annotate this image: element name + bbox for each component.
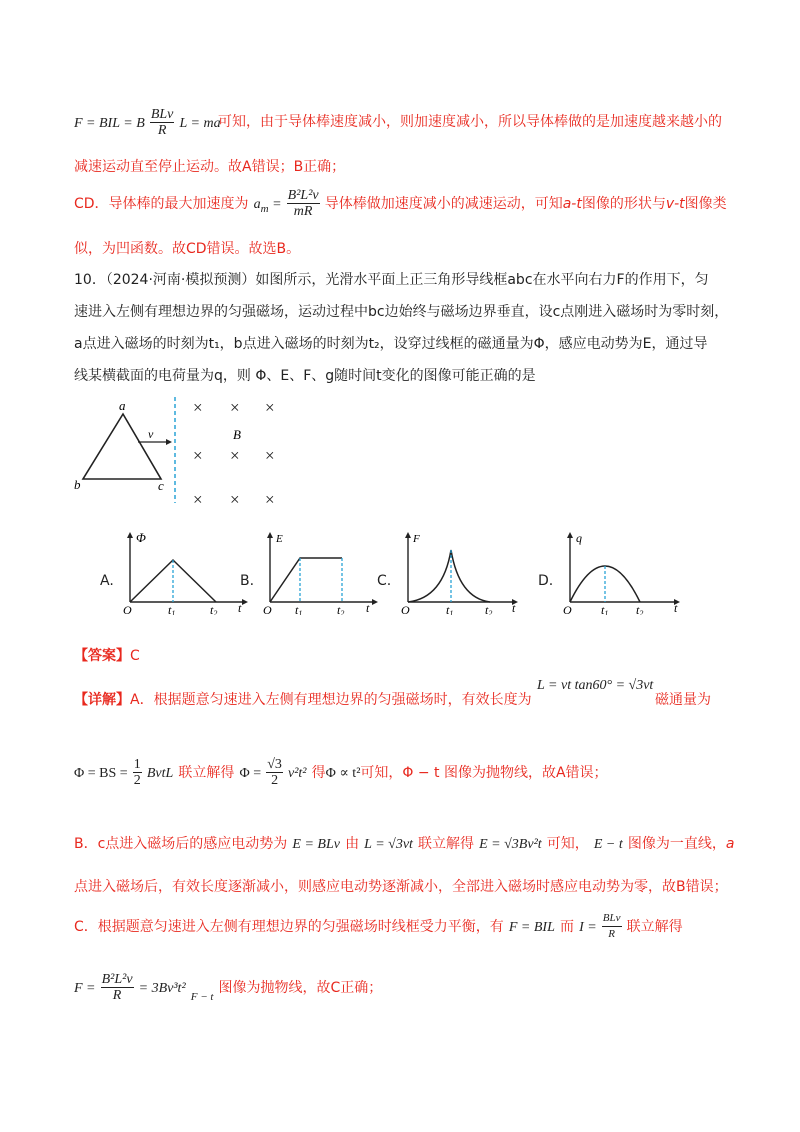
phi-eq2-lhs: Φ =	[239, 766, 262, 781]
q10-figure	[70, 395, 310, 510]
phi-eq2-frac: $\frac{√3}{2}$	[267, 757, 282, 788]
option-b-graph	[260, 530, 380, 615]
detail-c-line1	[74, 911, 683, 942]
eq-F-part: F = BIL = B	[74, 116, 145, 131]
you-text: 由	[345, 836, 360, 852]
field-cross: ×	[230, 490, 240, 509]
field-cross: ×	[230, 446, 240, 465]
origin-label: O	[263, 603, 272, 615]
detail-a-text: A．根据题意匀速进入左侧有理想边界的匀强磁场时，有效长度为	[130, 692, 532, 708]
force-eq: F = BIL	[508, 920, 555, 935]
option-b-label: B.	[240, 573, 255, 589]
flux-label: 磁通量为	[655, 692, 711, 708]
t2-label: t2	[337, 603, 345, 615]
proportional-eq: Φ ∝ t²	[325, 766, 361, 781]
vt-label: v-t	[665, 196, 685, 212]
emf-eq2: E = √3Bv²t	[479, 837, 542, 852]
vertex-c-label: c	[158, 478, 164, 493]
y-axis-arrow	[127, 532, 133, 538]
detail-b-line2: 点进入磁场后，有效长度逐渐减小，则感应电动势逐渐减小，全部进入磁场时感应电动势为零，故B错误；	[74, 879, 728, 895]
vertex-b-label: b	[74, 477, 81, 492]
field-crosses	[193, 398, 275, 509]
force2-frac: $\frac{\text{B²L²v}}{R}$	[101, 972, 133, 1003]
field-cross: ×	[230, 398, 240, 417]
q10-line1	[74, 269, 709, 289]
t-axis-label: t	[512, 601, 516, 615]
am-symbol: $a_m$ =	[253, 197, 282, 215]
curve	[408, 550, 490, 602]
x-axis-arrow	[242, 599, 248, 605]
detail-b-mid: 图像为一直线，	[627, 836, 726, 852]
q10-number: 10．	[74, 272, 106, 288]
field-cross: ×	[193, 490, 203, 509]
origin-label: O	[563, 603, 572, 615]
flux-equations	[74, 757, 608, 788]
detail-b-intro: B．c点进入磁场后的感应电动势为	[74, 836, 288, 852]
field-cross: ×	[265, 490, 275, 509]
detail-c-end: 图像为抛物线，故C正确；	[218, 980, 383, 996]
answer-label: 【答案】	[74, 648, 130, 664]
detail-label: 【详解】	[74, 692, 130, 708]
y-axis-arrow	[567, 532, 573, 538]
detail-b-line1	[74, 833, 734, 853]
eq-fraction	[150, 107, 175, 138]
field-cross: ×	[265, 398, 275, 417]
field-cross: ×	[193, 398, 203, 417]
length-eq: L = √3vt	[364, 837, 413, 852]
t1-label: t1	[601, 603, 609, 615]
lianli-3: 联立解得	[626, 919, 683, 935]
am-fraction-num: B²L²v	[287, 188, 319, 203]
at-label: a-t	[562, 196, 582, 212]
am-fraction	[287, 188, 320, 219]
sec9-line2: 减速运动直至停止运动。故A错误；B正确；	[74, 159, 346, 175]
detail-c-line2	[74, 972, 382, 1003]
sec9-line1: 可知，由于导体棒速度减小，则加速度减小，所以导体棒做的是加速度越来越小的	[218, 114, 722, 130]
phi-eq1-lhs: Φ = BS =	[74, 766, 128, 781]
et-label: E − t	[593, 837, 623, 852]
field-cross: ×	[265, 446, 275, 465]
triangle-frame	[83, 414, 161, 479]
t-axis-label: t	[366, 601, 370, 615]
curve	[270, 558, 342, 602]
q10-line3: a点进入磁场的时刻为t₁，b点进入磁场的时刻为t₂，设穿过线框的磁通量为Φ，感应电动势为E，通过导	[74, 336, 708, 352]
force-equation	[74, 107, 221, 138]
cd-mid: 导体棒做加速度减小的减速运动，可知	[324, 196, 563, 212]
velocity-arrowhead	[166, 439, 172, 445]
t2-label: t2	[210, 603, 218, 615]
lianli-2: 联立解得	[418, 836, 475, 852]
current-lhs: I =	[579, 920, 597, 935]
phi-eq1-frac: $\frac{1}{2}$	[133, 757, 141, 788]
answer-line	[74, 645, 140, 665]
ft-label: F − t	[190, 991, 214, 1003]
emf-eq: E = BLv	[292, 837, 340, 852]
answer-value: C	[130, 648, 140, 664]
y-label: Φ	[136, 530, 146, 545]
q10-line2: 速进入左侧有理想边界的匀强磁场，运动过程中bc边始终与磁场边界垂直，设c点刚进入磁场时为零时刻，	[74, 304, 729, 320]
force2-lhs: F =	[74, 981, 96, 996]
velocity-label: v	[148, 427, 154, 441]
option-d-graph	[560, 530, 685, 615]
t1-label: t1	[168, 603, 176, 615]
force2-rhs: = 3Bv³t²	[138, 981, 186, 996]
origin-label: O	[401, 603, 410, 615]
sec9-cd-line	[74, 188, 727, 219]
x-axis-arrow	[372, 599, 378, 605]
y-axis-arrow	[405, 532, 411, 538]
field-cross: ×	[193, 446, 203, 465]
option-c-graph	[398, 530, 523, 615]
am-fraction-den: mR	[293, 204, 313, 219]
phi-eq1-rhs: BvtL	[146, 766, 174, 781]
current-frac: $\frac{\text{BLv}}{R}$	[602, 912, 621, 940]
y-label: F	[413, 533, 420, 545]
option-d-label: D.	[538, 573, 554, 589]
t1-label: t1	[446, 603, 454, 615]
de-text: 得	[311, 765, 326, 781]
y-axis-arrow	[267, 532, 273, 538]
cd-end: 图像类	[684, 196, 727, 212]
field-label: B	[233, 427, 241, 442]
detail-a-end: 可知，Φ − t 图像为抛物线，故A错误；	[360, 765, 608, 781]
t-axis-label: t	[238, 601, 242, 615]
effective-length-eq: L = vt tan60° = √3vt	[537, 678, 654, 693]
option-a-graph	[120, 530, 250, 615]
sec9-line4: 似，为凹函数。故CD错误。故选B。	[74, 241, 301, 257]
q10-text1: 如图所示，光滑水平面上正三角形导线框abc在水平向右力F的作用下，匀	[255, 272, 709, 288]
kezhi-text: 可知，	[546, 836, 589, 852]
eq-tail: L = ma	[179, 116, 221, 131]
t2-label: t2	[485, 603, 493, 615]
q10-line4: 线某横截面的电荷量为q，则 Φ、E、F、g随时间t变化的图像可能正确的是	[74, 368, 536, 384]
vertex-a-label: a	[119, 398, 126, 413]
origin-label: O	[123, 603, 132, 615]
t-axis-label: t	[674, 601, 678, 615]
cd-prefix: CD．导体棒的最大加速度为	[74, 196, 249, 212]
option-a-label: A.	[100, 573, 114, 589]
q10-source: （2024·河南·模拟预测）	[105, 272, 256, 288]
detail-c-intro: C．根据题意匀速进入左侧有理想边界的匀强磁场时线框受力平衡，有	[74, 919, 504, 935]
lianli-1: 联立解得	[178, 765, 235, 781]
t1-label: t1	[295, 603, 303, 615]
detail-a-intro	[74, 689, 532, 709]
er-text: 而	[559, 919, 574, 935]
cd-mid2: 图像的形状与	[581, 196, 666, 212]
y-label: E	[276, 533, 283, 545]
option-c-label: C.	[377, 573, 392, 589]
eq-fraction-num: BLv	[150, 107, 174, 122]
t2-label: t2	[636, 603, 644, 615]
eq-fraction-den: R	[157, 123, 167, 138]
phi-eq2-rhs: v²t²	[288, 766, 307, 781]
y-label: q	[576, 531, 582, 545]
point-a: a	[725, 836, 735, 852]
